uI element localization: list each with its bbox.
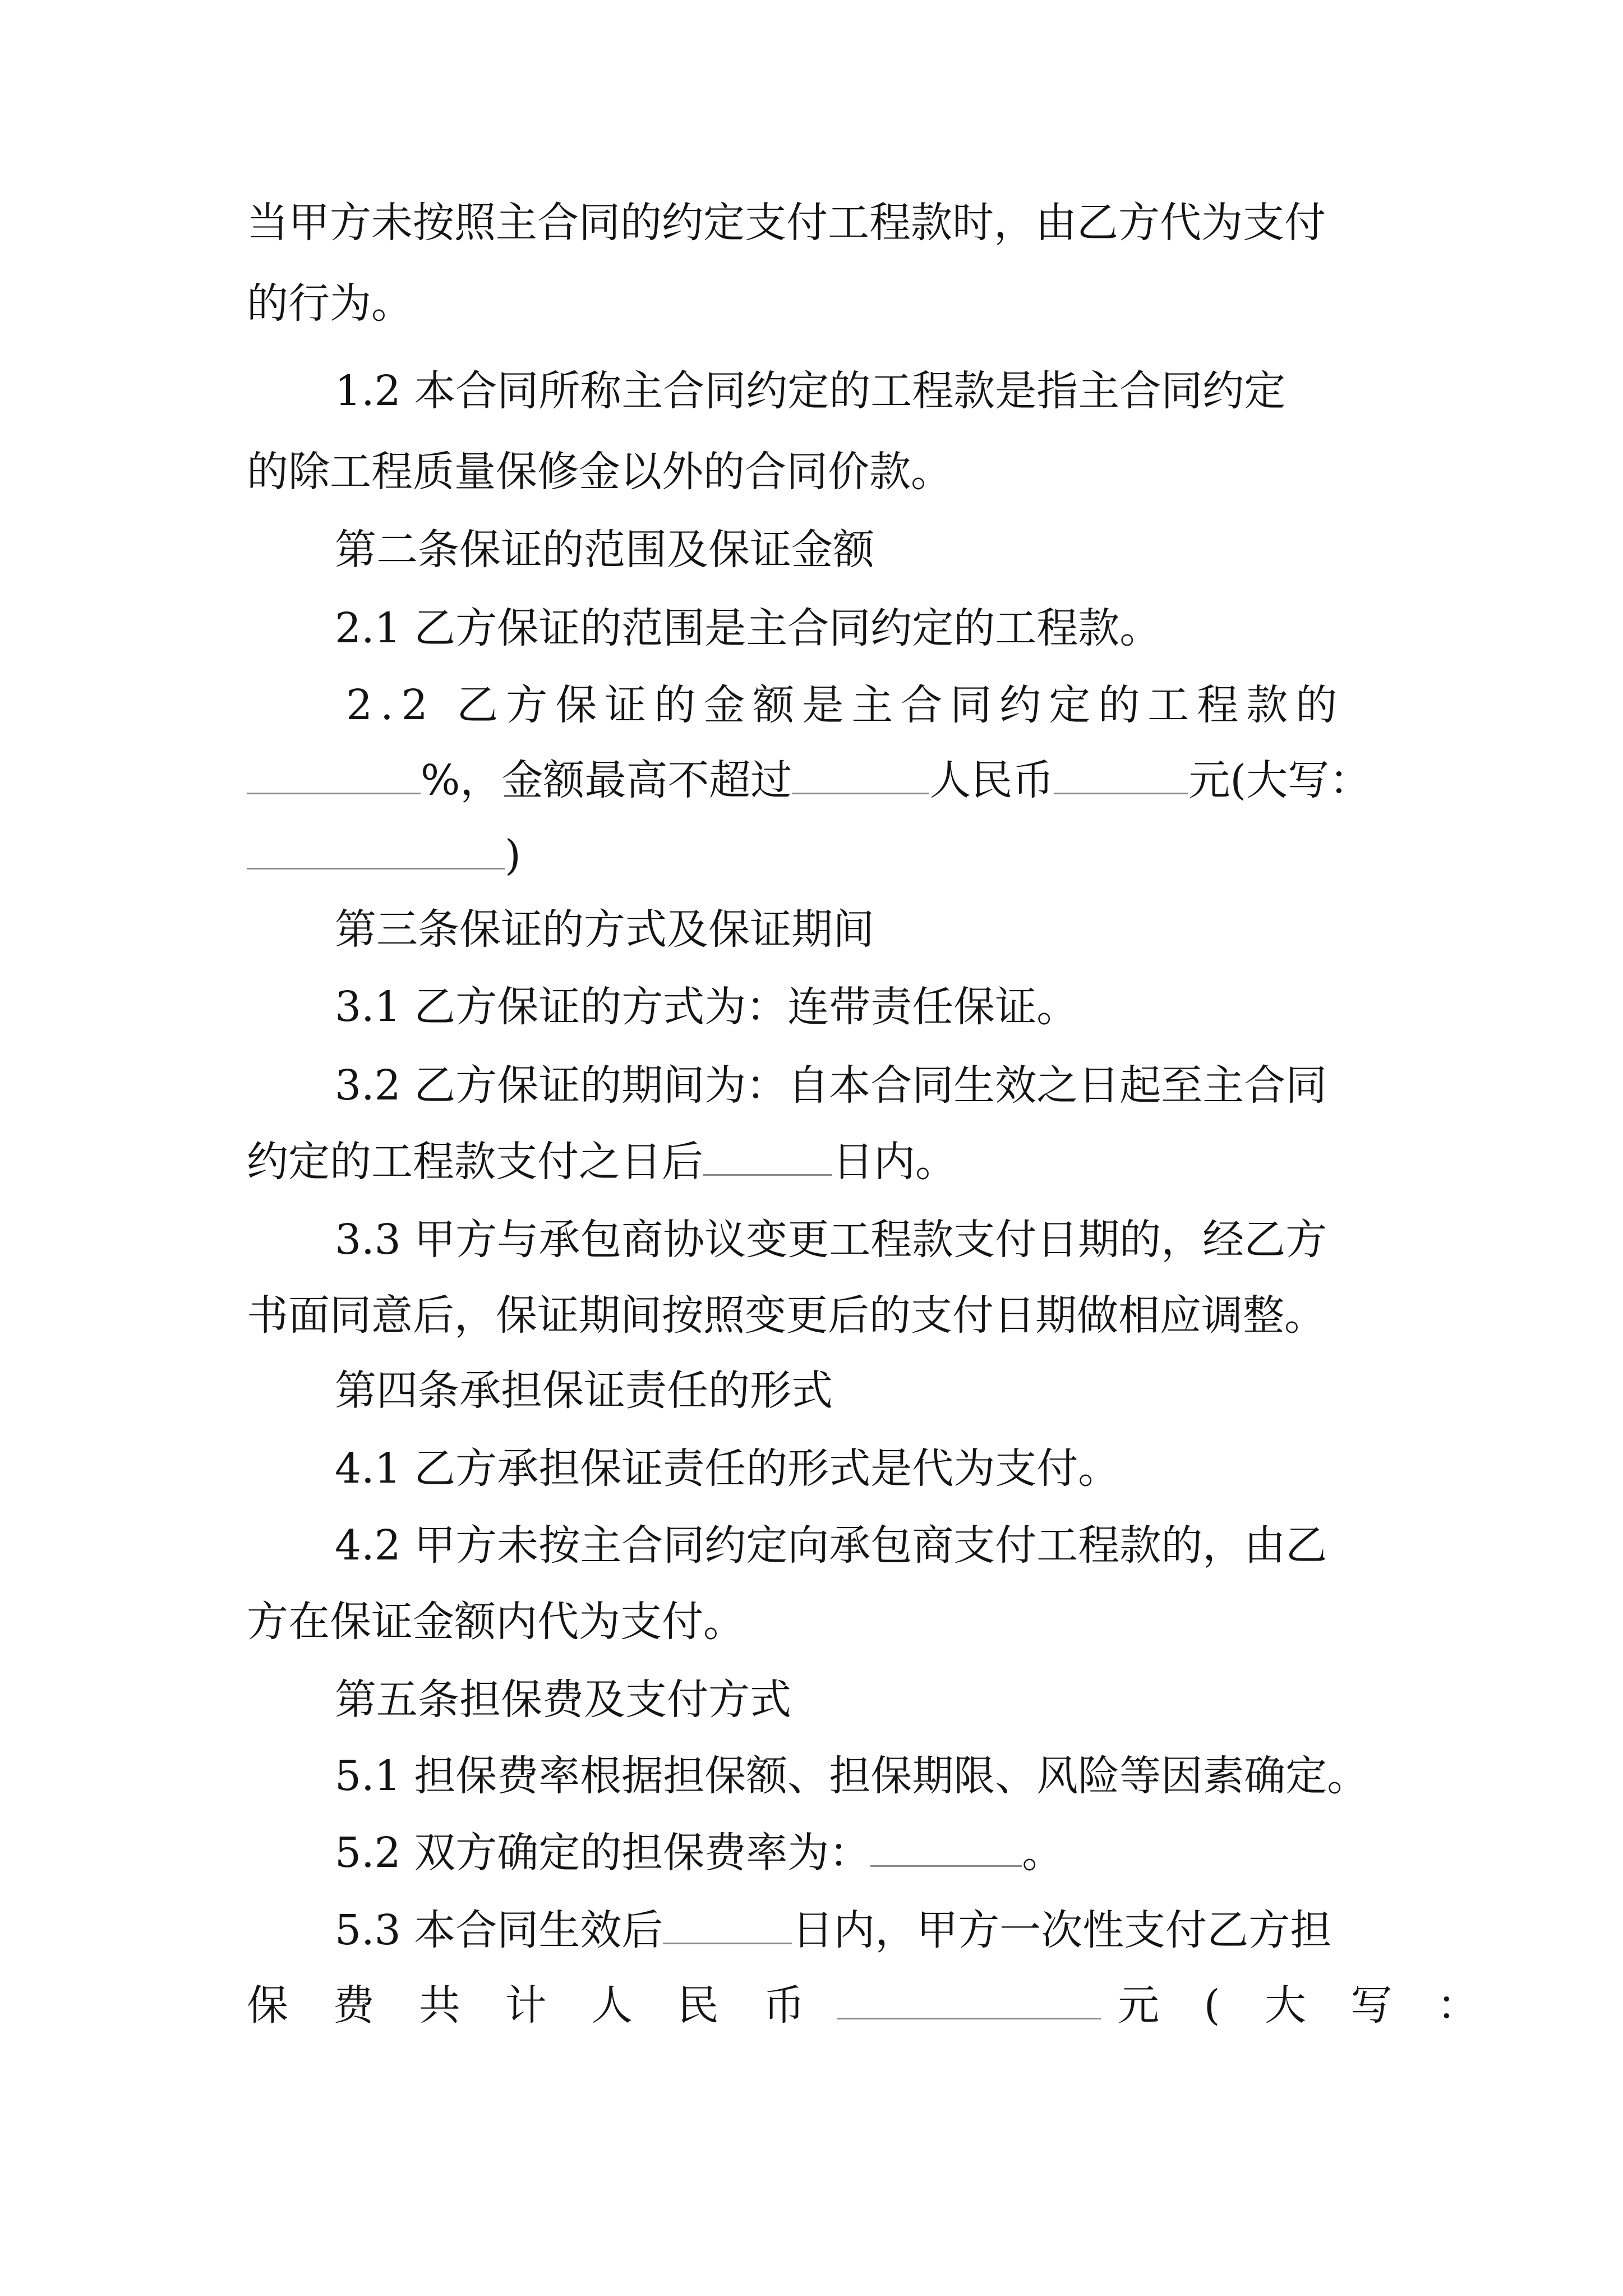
fill-in-blank-amount[interactable] <box>792 753 929 794</box>
text-segment: 保 费 共 计 人 民 币 <box>247 1981 821 2030</box>
fill-in-blank-fee-rate[interactable] <box>870 1826 1022 1867</box>
section-heading: 第四条承担保证责任的形式 <box>335 1366 833 1415</box>
text-segment: 日内。 <box>832 1138 957 1186</box>
section-heading: 第五条担保费及支付方式 <box>335 1676 791 1724</box>
paragraph-line: 4.2 甲方未按主合同约定向承包商支付工程款的，由乙 <box>335 1521 1327 1570</box>
paragraph-line-with-blanks <box>247 749 1371 811</box>
fill-in-blank-capital[interactable] <box>247 829 505 869</box>
paragraph-line: 4.1 乙方承担保证责任的形式是代为支付。 <box>335 1444 1120 1493</box>
text-segment: 元 ( 大 写 ： <box>1118 1981 1495 2030</box>
paragraph-line: 3.1 乙方保证的方式为：连带责任保证。 <box>335 983 1078 1031</box>
paragraph-line: 书面同意后，保证期间按照变更后的支付日期做相应调整。 <box>247 1291 1326 1340</box>
fill-in-blank-fee-amount[interactable] <box>837 1978 1101 2019</box>
paragraph-line: 方在保证金额内代为支付。 <box>247 1598 745 1646</box>
paragraph-line: 的行为。 <box>247 279 413 328</box>
paragraph-line: 5.1 担保费率根据担保额、担保期限、风险等因素确定。 <box>335 1752 1369 1800</box>
section-heading: 第二条保证的范围及保证金额 <box>335 526 874 574</box>
paragraph-line: 3.2 乙方保证的期间为：自本合同生效之日起至主合同 <box>335 1061 1327 1110</box>
paragraph-line: 当甲方未按照主合同的约定支付工程款时，由乙方代为支付 <box>247 199 1326 247</box>
text-segment: %，金额最高不超过 <box>421 756 792 804</box>
text-segment: 日内，甲方一次性支付乙方担 <box>792 1906 1332 1954</box>
paragraph-line-with-blanks <box>247 1131 957 1193</box>
paragraph-line: 2.1 乙方保证的范围是主合同约定的工程款。 <box>335 604 1161 652</box>
paragraph-line: 3.3 甲方与承包商协议变更工程款支付日期的，经乙方 <box>335 1216 1327 1264</box>
text-segment: 人民币 <box>929 756 1054 804</box>
paragraph-line: 1.2 本合同所称主合同约定的工程款是指主合同约定 <box>335 367 1286 415</box>
text-segment: 元(大写： <box>1188 756 1371 804</box>
text-segment: 。 <box>1022 1829 1064 1877</box>
paragraph-line: 的除工程质量保修金以外的合同价款。 <box>247 448 952 496</box>
paragraph-line-with-blanks <box>247 1975 1494 2036</box>
fill-in-blank-days[interactable] <box>703 1135 832 1176</box>
fill-in-blank-rmb[interactable] <box>1054 753 1188 794</box>
fill-in-blank-percent[interactable] <box>247 753 421 794</box>
text-segment: 约定的工程款支付之日后 <box>247 1138 703 1186</box>
paragraph-line: 2.2 乙方保证的金额是主合同约定的工程款的 <box>346 681 1345 729</box>
paragraph-line-with-blanks <box>335 1899 1331 1961</box>
section-heading: 第三条保证的方式及保证期间 <box>335 905 874 954</box>
paragraph-line-with-blanks <box>247 825 521 886</box>
text-segment: ) <box>505 831 521 880</box>
text-segment: 5.2 双方确定的担保费率为： <box>335 1829 871 1877</box>
paragraph-line-with-blanks <box>335 1822 1063 1884</box>
text-segment: 5.3 本合同生效后 <box>335 1906 663 1954</box>
fill-in-blank-days[interactable] <box>663 1903 792 1944</box>
